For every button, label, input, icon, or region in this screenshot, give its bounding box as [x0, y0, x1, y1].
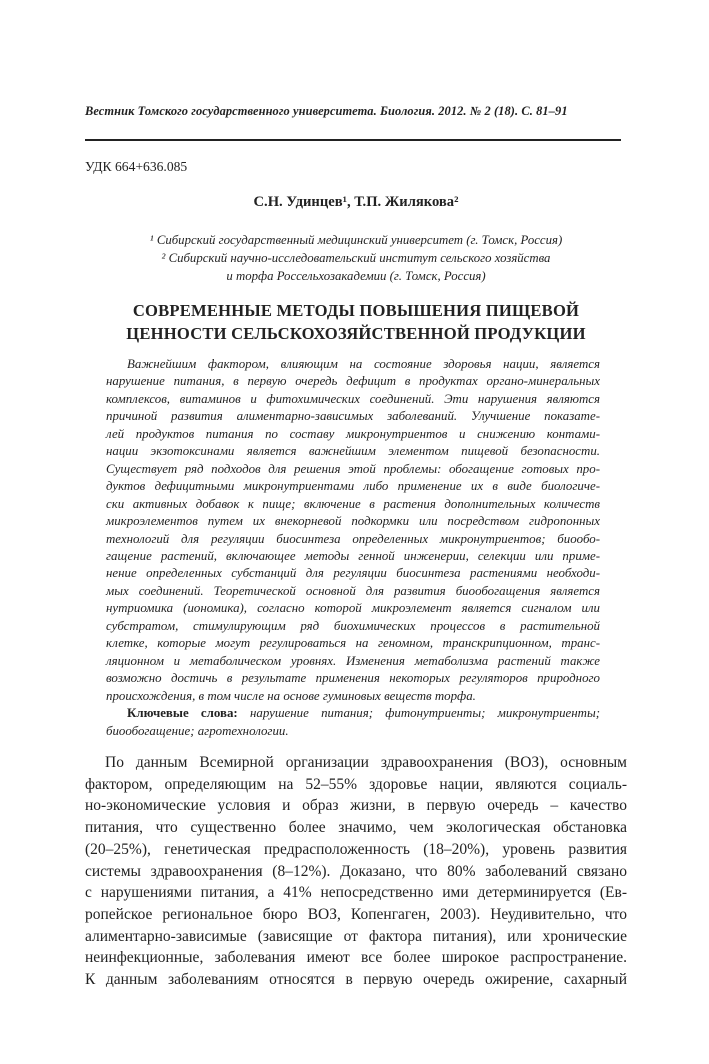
- authors-line: С.Н. Удинцев¹, Т.П. Жилякова²: [253, 194, 459, 210]
- keywords-text: нарушение питания; фитонутриенты; микронутриенты;: [249, 706, 600, 721]
- abstract-line: нации экзотоксинами является важнейшим элементом пищевой безопасности.: [106, 444, 600, 459]
- affiliation-line: и торфа Россельхозакадемии (г. Томск, Россия): [226, 269, 486, 283]
- keywords-line-1: [106, 705, 600, 722]
- body-line: питания, что существенно более значимо, чем экологическая обстановка: [85, 819, 627, 837]
- body-paragraph: [85, 752, 627, 991]
- title-line: ЦЕННОСТИ СЕЛЬСКОХОЗЯЙСТВЕННОЙ ПРОДУКЦИИ: [126, 324, 586, 343]
- abstract-line: нутриомика (иономика), согласно которой микроэлемент является сигналом или: [106, 601, 600, 616]
- abstract-line: ски активных добавок к пище; включение в растения дополнительных количеств: [106, 496, 600, 511]
- abstract-line: происхождения, в том числе на основе гуминовых веществ торфа.: [106, 688, 476, 703]
- abstract-line: ляционном и метаболическом уровнях. Изменения метаболизма растений также: [106, 653, 600, 668]
- abstract-line: лей продуктов питания по составу микронутриентов и снижению контами-: [106, 426, 600, 441]
- body-line: системы здравоохранения (8–12%). Доказано, что 80% заболеваний связано: [85, 862, 627, 880]
- keywords-label: Ключевые слова:: [127, 706, 238, 721]
- abstract-line: гащение растений, включающее методы генной инженерии, селекции или приме-: [106, 548, 600, 563]
- body-line: но-экономические условия и образ жизни, в первую очередь – качество: [85, 797, 627, 815]
- title-line: СОВРЕМЕННЫЕ МЕТОДЫ ПОВЫШЕНИЯ ПИЩЕВОЙ: [132, 301, 580, 320]
- affiliations-block: [85, 231, 627, 285]
- abstract-line: микроэлементов путем их внекорневой подкормки или посредством гидропонных: [106, 514, 600, 529]
- annotation-block: [106, 356, 600, 740]
- affiliation-line: ¹ Сибирский государственный медицинский университет (г. Томск, Россия): [149, 233, 563, 247]
- header-divider: [85, 139, 621, 141]
- affiliation-line: ² Сибирский научно-исследовательский институт сельского хозяйства: [161, 251, 551, 265]
- udc-number: УДК 664+636.085: [85, 159, 188, 174]
- abstract-line: мых соединений. Теоретической основной для развития биообогащения является: [106, 583, 600, 598]
- body-line: К данным заболеваниям относятся в первую очередь ожирение, сахарный: [85, 971, 627, 989]
- abstract-line: Существует ряд подходов для решения этой проблемы: обогащение готовых про-: [106, 461, 600, 476]
- abstract-line: нение определенных субстанций для регуляции биосинтеза растениями необходи-: [106, 566, 600, 581]
- body-line: (20–25%), генетическая предрасположенность (18–20%), уровень развития: [85, 840, 627, 858]
- keywords-line-2: биообогащение; агротехнологии.: [106, 723, 289, 738]
- journal-header: Вестник Томского государственного университета. Биология. 2012. № 2 (18). С. 81–91: [85, 104, 568, 118]
- abstract-line: причиной развития алиментарно-зависимых заболеваний. Улучшение показате-: [106, 409, 600, 424]
- body-line: ропейское региональное бюро ВОЗ, Копенгаген, 2003). Неудивительно, что: [85, 905, 627, 923]
- abstract-line: комплексов, витаминов и фитохимических соединений. Эти нарушения являются: [106, 391, 600, 406]
- body-line: фактором, определяющим на 52–55% здоровье нации, являются социаль-: [85, 775, 627, 793]
- abstract-line: нарушение питания, в первую очередь дефицит в продуктах органо-минеральных: [106, 374, 600, 389]
- body-line: По данным Всемирной организации здравоохранения (ВОЗ), основным: [105, 754, 627, 771]
- article-title: [85, 299, 627, 345]
- body-line: неинфекционные, заболевания имеют все более широкое распространение.: [85, 949, 627, 967]
- body-line: алиментарно-зависимые (зависящие от фактора питания), или хронические: [85, 927, 627, 945]
- abstract-line: дуктов дефицитными микронутриентами либо применение их в виде биологиче-: [106, 479, 600, 494]
- abstract-line: возможно достичь в результате применения некоторых регуляторов природного: [106, 671, 600, 686]
- body-line: с нарушениями питания, а 41% непосредственно ими детерминируется (Ев-: [85, 884, 627, 902]
- abstract-line: субстратом, стимулирующим ряд биохимических процессов в растительной: [106, 618, 600, 633]
- abstract-line: технологий для регуляции биосинтеза определенных микронутриентов; биообо-: [106, 531, 600, 546]
- abstract-line: клетке, которые могут регулироваться на геномном, транскрипционном, транс-: [106, 636, 600, 651]
- abstract-line: Важнейшим фактором, влияющим на состояние здоровья нации, является: [127, 357, 600, 371]
- abstract-paragraph: [106, 356, 600, 705]
